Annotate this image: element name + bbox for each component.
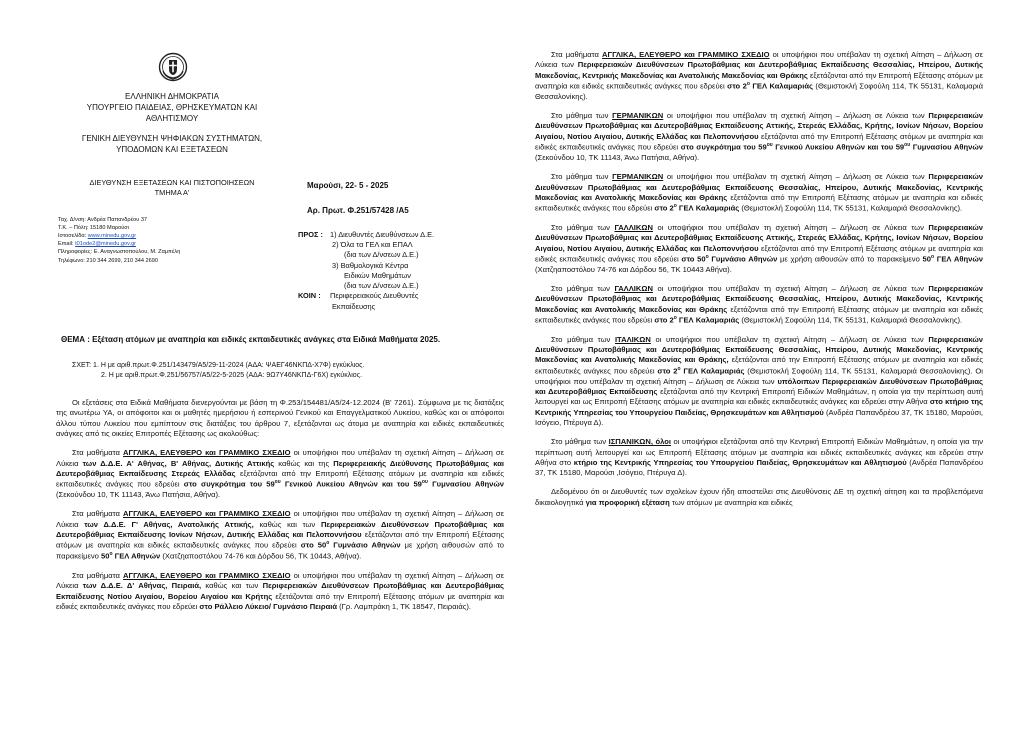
body-paragraph: Στο μάθημα των ΙΤΑΛΙΚΩΝ οι υποψήφιοι που υπέβαλαν τη σχετική Αίτηση – Δήλωση σε Λύκεια των Περιφερειακών Διευθύνσεων Πρωτοβάθμιας και Δευτεροβάθμιας Εκπαίδευσης Θεσσαλίας, Ηπείρου, Δυτικής Μακεδονίας, Κεντρικής Μακεδονίας και Ανατολικής Μακεδονίας και Θράκης, εξετάζονται από την Επιτροπή Εξέτασης ατόμων με αναπηρία και ειδικές εκπαιδευτικές ανάγκες που εδρεύει στο $2^o$ ΓΕΛ Καλαμαριάς (Θεμιστοκλή Σοφούλη 114, ΤΚ 55131, Καλαμαριά Θεσσαλονίκης). Οι υποψήφιοι που υπέβαλαν τη σχετική Αίτηση – Δήλωση σε Λύκεια των υπόλοιπων Περιφερειακών Διευθύνσεων Πρωτοβάθμιας και Δευτεροβάθμιας Εκπαίδευσης εξετάζονται από την Κεντρική Επιτροπή Ειδικών Μαθημάτων, η οποία για την περίπτωση αυτή λειτουργεί και ως Επιτροπή Εξέτασης ατόμων με αναπηρία και ειδικές εκπαιδευτικές ανάγκες και εδρεύει στην Αθήνα στο κτήριο της Κεντρικής Υπηρεσίας του Υπουργείου Παιδείας, Θρησκευμάτων και Αθλητισμού (Ανδρέα Παπανδρέου 37, ΤΚ 15180, Μαρούσι, Ισόγειο, Πτέρυγα Δ).: [535, 334, 984, 427]
contact-postal: Τ.Κ. – Πόλη: 15180 Μαρούσι: [58, 225, 129, 232]
body-paragraph: Στο μάθημα των ΓΕΡΜΑΝΙΚΩΝ οι υποψήφιοι που υπέβαλαν τη σχετική Αίτηση – Δήλωση σε Λύκεια των Περιφερειακών Διευθύνσεων Πρωτοβάθμιας και Δευτεροβάθμιας Εκπαίδευσης Αττικής, Στερεάς Ελλάδας, Κρήτης, Ιονίων Νήσων, Βορείου Αιγαίου, Νοτίου Αιγαίου, Δυτικής Ελλάδας και Πελοποννήσου εξετάζονται από την Επιτροπή Εξέτασης ατόμων με αναπηρία και ειδικές εκπαιδευτικές ανάγκες που εδρεύει στο συγκρότημα του $59^{o\upsilon}$ Γενικού Λυκείου Αθηνών και του $59^{o\upsilon}$ Γυμνασίου Αθηνών (Σεκούνδου 10, ΤΚ 11143, Άνω Πατήσια, Αθήνα).: [535, 111, 983, 162]
contact-block: [58, 216, 258, 265]
ministry-heading: [72, 92, 272, 156]
recipients-block: [298, 230, 498, 312]
recipient-item: 3) Βαθμολογικά Κέντρα: [332, 260, 409, 270]
related-references: [72, 361, 502, 381]
related-item: ΣΧΕΤ: 1. Η με αριθ.πρωτ.Φ.251/143479/Α5/29-11-2024 (ΑΔΑ: ΨΑΕΓ46ΝΚΠΔ-Χ7Φ) εγκύκλιος.: [72, 362, 365, 369]
related-item: 2. Η με αριθ.πρωτ.Φ.251/56757/Α5/22-5-2025 (ΑΔΑ: 9Ω7Υ46ΝΚΠΔ-Γ6Χ) εγκύκλιος.: [101, 372, 363, 380]
koin-label: ΚΟΙΝ :: [298, 291, 321, 301]
recipient-item: (δια των Δ/νσεων Δ.Ε.): [344, 250, 419, 260]
contact-info: Πληροφορίες: Ε. Αναγνωστοπούλου, Μ. Ζαμπέλη: [58, 249, 181, 256]
website-link[interactable]: www.minedu.gov.gr: [87, 233, 137, 240]
contact-phone: Τηλέφωνο: 210 344 2699, 210 344 2690: [58, 257, 158, 264]
ministry-line: ΥΠΟΥΡΓΕΙΟ ΠΑΙΔΕΙΑΣ, ΘΡΗΣΚΕΥΜΑΤΩΝ ΚΑΙ: [86, 102, 258, 112]
recipient-item: Ειδικών Μαθημάτων: [344, 270, 411, 280]
body-paragraph: Δεδομένου ότι οι Διευθυντές των σχολείων έχουν ήδη αποστείλει στις Διευθύνσεις ΔΕ τη σχετική αίτηση και τα προβλεπόμενα δικαιολογητικά για προφορική εξέταση των ατόμων με αναπηρία και ειδικές: [535, 487, 983, 507]
body-paragraph: Στα μαθήματα ΑΓΓΛΙΚΑ, ΕΛΕΥΘΕΡΟ και ΓΡΑΜΜΙΚΟ ΣΧΕΔΙΟ οι υποψήφιοι που υπέβαλαν τη σχετική Αίτηση – Δήλωση σε Λύκεια των Δ.Δ.Ε. Δ' Αθήνας, Πειραιά, καθώς και των Περιφερειακών Διευθύνσεων Πρωτοβάθμιας και Δευτεροβάθμιας Εκπαίδευσης Νοτίου Αιγαίου, Βορείου Αιγαίου και Κρήτης εξετάζονται από την Επιτροπή Εξέτασης ατόμων με αναπηρία και ειδικές εκπαιδευτικές ανάγκες που εδρεύει στο Ράλλειο Λύκειο/ Γυμνάσιο Πειραιά (Γρ. Λαμπράκη 1, ΤΚ 18547, Πειραιάς).: [56, 570, 504, 611]
right-column-body: [535, 50, 983, 517]
body-paragraph: Στα μαθήματα ΑΓΓΛΙΚΑ, ΕΛΕΥΘΕΡΟ και ΓΡΑΜΜΙΚΟ ΣΧΕΔΙΟ οι υποψήφιοι που υπέβαλαν τη σχετική Αίτηση – Δήλωση σε Λύκεια των Περιφερειακών Διευθύνσεων Πρωτοβάθμιας και Δευτεροβάθμιας Εκπαίδευσης Θεσσαλίας, Ηπείρου, Δυτικής Μακεδονίας, Κεντρικής Μακεδονίας και Ανατολικής Μακεδονίας και Θράκης εξετάζονται από την Επιτροπή Εξέτασης ατόμων με αναπηρία και ειδικές εκπαιδευτικές ανάγκες που εδρεύει στο $2^o$ ΓΕΛ Καλαμαριάς (Θεμιστοκλή Σοφούλη 114, ΤΚ 55131, Καλαμαριά Θεσσαλονίκης).: [535, 50, 983, 101]
koin-item: Περιφερειακούς Διευθυντές: [330, 291, 419, 301]
recipient-item: 2) Όλα τα ΓΕΛ και ΕΠΑΛ: [332, 240, 413, 250]
directorate-general-line: ΓΕΝΙΚΗ ΔΙΕΥΘΥΝΣΗ ΨΗΦΙΑΚΩΝ ΣΥΣΤΗΜΑΤΩΝ,: [81, 134, 263, 144]
directorate-general-line: ΥΠΟΔΟΜΩΝ ΚΑΙ ΕΞΕΤΑΣΕΩΝ: [116, 145, 228, 155]
body-paragraph: Στο μάθημα των ΓΕΡΜΑΝΙΚΩΝ οι υποψήφιοι που υπέβαλαν τη σχετική Αίτηση – Δήλωση σε Λύκεια των Περιφερειακών Διευθύνσεων Πρωτοβάθμιας και Δευτεροβάθμιας Εκπαίδευσης Θεσσαλίας, Ηπείρου, Δυτικής Μακεδονίας, Κεντρικής Μακεδονίας και Ανατολικής Μακεδονίας και Θράκης εξετάζονται από την Επιτροπή Εξέτασης ατόμων με αναπηρία και ειδικές εκπαιδευτικές ανάγκες που εδρεύει στο $2^o$ ΓΕΛ Καλαμαριάς (Θεμιστοκλή Σοφούλη 114, ΤΚ 55131, Καλαμαριά Θεσσαλονίκης).: [535, 172, 984, 213]
left-column-body: [56, 398, 504, 621]
directorate-heading: [72, 178, 272, 198]
contact-email-row: Email: t01ode2@minedu.gov.gr: [58, 241, 137, 248]
body-paragraph: Στο μάθημα των ΓΑΛΛΙΚΩΝ οι υποψήφιοι που υπέβαλαν τη σχετική Αίτηση – Δήλωση σε Λύκεια των Περιφερειακών Διευθύνσεων Πρωτοβάθμιας και Δευτεροβάθμιας Εκπαίδευσης Αττικής, Στερεάς Ελλάδας, Κρήτης, Ιονίων Νήσων, Βορείου Αιγαίου, Νοτίου Αιγαίου, Δυτικής Ελλάδας και Πελοποννήσου εξετάζονται από την Επιτροπή Εξέτασης ατόμων με αναπηρία και ειδικές εκπαιδευτικές ανάγκες που εδρεύει στο $50^o$ Γυμνάσιο Αθηνών με χρήση αιθουσών από το παρακείμενο $50^o$ ΓΕΛ Αθηνών (Χατζηαποστόλου 74-76 και Δόρδου 56, ΤΚ 10443 Αθήνα).: [535, 222, 984, 274]
recipient-item: 1) Διευθυντές Διευθύνσεων Δ.Ε.: [330, 230, 435, 239]
to-label: ΠΡΟΣ :: [298, 230, 323, 239]
contact-website-row: Ιστοσελίδα: www.minedu.gov.gr: [58, 233, 137, 240]
document-subject: ΘΕΜΑ : Εξέταση ατόμων με αναπηρία και ειδικές εκπαιδευτικές ανάγκες στα Ειδικά Μαθήματα 2025.: [61, 335, 441, 344]
koin-item: Εκπαίδευσης: [332, 301, 376, 311]
recipient-item: (δια των Δ/νσεων Δ.Ε.): [344, 281, 419, 291]
body-paragraph: Οι εξετάσεις στα Ειδικά Μαθήματα διενεργούνται με βάση τη Φ.253/154481/Α5/24-12.2024 (Β' 7261). Σύμφωνα με τις διατάξεις της ανωτέρω ΥΑ, οι απόφοιτοι και οι μαθητές ημερήσιου ή εσπερινού Γενικού και Επαγγελματικού Λυκείου, καθώς και οι απόφοιτοι άλλου τύπου Λυκείου που εμπίπτουν στις διατάξεις του άρθρου 7, εξετάζονται ως άτομα με αναπηρία και ειδικές εκπαιδευτικές ανάγκες από τις οικείες Επιτροπές Εξέτασης ως ακολούθως:: [56, 398, 504, 438]
ministry-line: ΕΛΛΗΝΙΚΗ ΔΗΜΟΚΡΑΤΙΑ: [125, 92, 219, 101]
department-line: ΤΜΗΜΑ Α': [154, 187, 190, 197]
body-paragraph: Στα μαθήματα ΑΓΓΛΙΚΑ, ΕΛΕΥΘΕΡΟ και ΓΡΑΜΜΙΚΟ ΣΧΕΔΙΟ οι υποψήφιοι που υπέβαλαν τη σχετική Αίτηση – Δήλωση σε Λύκεια των Δ.Δ.Ε. Α' Αθήνας, Β' Αθήνας, Δυτικής Αττικής καθώς και της Περιφερειακής Διεύθυνσης Πρωτοβάθμιας και Δευτεροβάθμιας Εκπαίδευσης Στερεάς Ελλάδας εξετάζονται από την Επιτροπή Εξέτασης ατόμων με αναπηρία και ειδικές εκπαιδευτικές ανάγκες που εδρεύει στο συγκρότημα του $59^{o\upsilon}$ Γενικού Λυκείου Αθηνών και του $59^{o\upsilon}$ Γυμνασίου Αθηνών (Σεκούνδου 10, ΤΚ 11143, Άνω Πατήσια, Αθήνα).: [56, 448, 504, 500]
contact-address: Ταχ. Δ/νση: Ανδρέα Παπανδρέου 37: [58, 217, 148, 223]
email-link[interactable]: t01ode2@minedu.gov.gr: [75, 241, 137, 248]
body-paragraph: Στο μάθημα των ΓΑΛΛΙΚΩΝ οι υποψήφιοι που υπέβαλαν τη σχετική Αίτηση – Δήλωση σε Λύκεια των Περιφερειακών Διευθύνσεων Πρωτοβάθμιας και Δευτεροβάθμιας Εκπαίδευσης Θεσσαλίας, Ηπείρου, Δυτικής Μακεδονίας, Κεντρικής Μακεδονίας και Ανατολικής Μακεδονίας και Θράκης εξετάζονται από την Επιτροπή Εξέτασης ατόμων με αναπηρία και ειδικές εκπαιδευτικές ανάγκες που εδρεύει στο $2^o$ ΓΕΛ Καλαμαριάς (Θεμιστοκλή Σοφούλη 114, ΤΚ 55131, Καλαμαριά Θεσσαλονίκης).: [535, 284, 984, 325]
greek-state-emblem-icon: [158, 52, 188, 82]
body-paragraph: Στο μάθημα των ΙΣΠΑΝΙΚΩΝ, όλοι οι υποψήφιοι εξετάζονται από την Κεντρική Επιτροπή Ειδικών Μαθημάτων, η οποία για την περίπτωση αυτή λειτουργεί και ως Επιτροπή Εξέτασης ατόμων με αναπηρία και ειδικές εκπαιδευτικές ανάγκες και εδρεύει στην Αθήνα στο κτήριο της Κεντρικής Υπηρεσίας του Υπουργείου Παιδείας, Θρησκευμάτων και Αθλητισμού (Ανδρέα Παπανδρέου 37, ΤΚ 15180, Μαρούσι ,Ισόγειο, Πτέρυγα Δ).: [535, 437, 984, 478]
document-date: Μαρούσι, 22- 5 - 2025: [307, 181, 389, 190]
ministry-line: ΑΘΛΗΤΙΣΜΟΥ: [145, 113, 199, 123]
protocol-number: Αρ. Πρωτ. Φ.251/57428 /Α5: [307, 206, 409, 215]
body-paragraph: Στα μαθήματα ΑΓΓΛΙΚΑ, ΕΛΕΥΘΕΡΟ και ΓΡΑΜΜΙΚΟ ΣΧΕΔΙΟ οι υποψήφιοι που υπέβαλαν τη σχετική Αίτηση – Δήλωση σε Λύκεια των Δ.Δ.Ε. Γ' Αθήνας, Ανατολικής Αττικής, καθώς και των Περιφερειακών Διευθύνσεων Πρωτοβάθμιας και Δευτεροβάθμιας Εκπαίδευσης Ιονίων Νήσων, Δυτικής Ελλάδας και Πελοποννήσου εξετάζονται από την Επιτροπή Εξέτασης ατόμων με αναπηρία και ειδικές εκπαιδευτικές ανάγκες που εδρεύει στο $50^o$ Γυμνάσιο Αθηνών με χρήση αιθουσών από το παρακείμενο $50^o$ ΓΕΛ Αθηνών (Χατζηαποστόλου 74-76 και Δόρδου 56, ΤΚ 10443, Αθήνα).: [56, 509, 504, 561]
directorate-line: ΔΙΕΥΘΥΝΣΗ ΕΞΕΤΑΣΕΩΝ ΚΑΙ ΠΙΣΤΟΠΟΙΗΣΕΩΝ: [89, 178, 255, 187]
